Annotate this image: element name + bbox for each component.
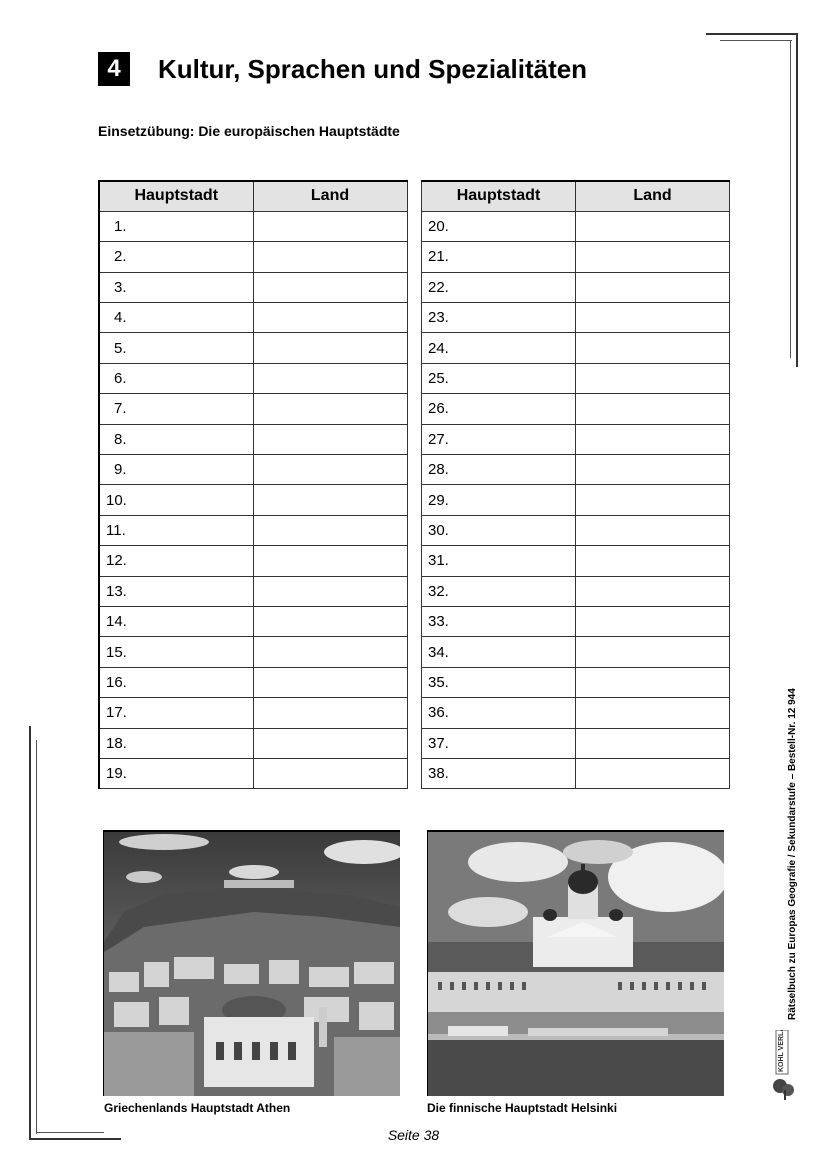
table-row	[99, 333, 407, 363]
table-row	[422, 455, 730, 485]
table-row	[99, 211, 407, 241]
country-cell[interactable]	[576, 211, 730, 241]
frame-line-top-right-v2	[790, 40, 791, 358]
table-row	[99, 424, 407, 454]
capital-cell[interactable]: 30.	[422, 515, 576, 545]
side-order-info: Rätselbuch zu Europas Geografie / Sekundarstufe – Bestell-Nr. 12 944	[787, 688, 798, 1020]
page-number: Seite 38	[387, 1127, 440, 1143]
column-header-country: Land	[253, 181, 407, 211]
table-row	[99, 758, 407, 788]
capital-cell[interactable]: 32.	[422, 576, 576, 606]
table-row	[422, 242, 730, 272]
country-cell[interactable]	[253, 333, 407, 363]
country-cell[interactable]	[253, 394, 407, 424]
frame-line-top-right-h2	[720, 40, 792, 41]
column-header-capital: Hauptstadt	[422, 181, 576, 211]
country-cell[interactable]	[253, 698, 407, 728]
capital-cell[interactable]: 34.	[422, 637, 576, 667]
country-cell[interactable]	[576, 272, 730, 302]
table-header-row	[99, 181, 407, 211]
table-row	[99, 455, 407, 485]
capital-cell[interactable]: 20.	[422, 211, 576, 241]
capital-cell[interactable]: 36.	[422, 698, 576, 728]
country-cell[interactable]	[253, 728, 407, 758]
country-cell[interactable]	[576, 606, 730, 636]
capital-cell[interactable]: 13.	[99, 576, 253, 606]
capital-cell[interactable]: 18.	[99, 728, 253, 758]
capital-cell[interactable]: 6.	[99, 363, 253, 393]
capital-cell[interactable]: 37.	[422, 728, 576, 758]
capital-cell[interactable]: 26.	[422, 394, 576, 424]
table-row	[99, 546, 407, 576]
capital-cell[interactable]: 35.	[422, 667, 576, 697]
table-row	[99, 242, 407, 272]
country-cell[interactable]	[576, 728, 730, 758]
country-cell[interactable]	[253, 667, 407, 697]
table-row	[99, 363, 407, 393]
capital-cell[interactable]: 19.	[99, 758, 253, 788]
publisher-logo-text: KOHL VERLAG	[778, 1030, 785, 1072]
table-row	[422, 698, 730, 728]
capital-cell[interactable]: 21.	[422, 242, 576, 272]
capital-cell[interactable]: 7.	[99, 394, 253, 424]
frame-line-top-right-h1	[706, 33, 798, 35]
capital-cell[interactable]: 8.	[99, 424, 253, 454]
capital-cell[interactable]: 4.	[99, 303, 253, 333]
country-cell[interactable]	[253, 576, 407, 606]
photo-caption-athens: Griechenlands Hauptstadt Athen	[104, 1101, 291, 1115]
country-cell[interactable]	[253, 637, 407, 667]
capital-cell[interactable]: 23.	[422, 303, 576, 333]
table-row	[99, 667, 407, 697]
capital-cell[interactable]: 12.	[99, 546, 253, 576]
table-row	[422, 576, 730, 606]
capital-cell[interactable]: 3.	[99, 272, 253, 302]
country-cell[interactable]	[576, 363, 730, 393]
table-row	[422, 363, 730, 393]
table-row	[422, 758, 730, 788]
capital-cell[interactable]: 11.	[99, 515, 253, 545]
capital-cell[interactable]: 31.	[422, 546, 576, 576]
capitals-table-left	[98, 180, 408, 789]
country-cell[interactable]	[576, 758, 730, 788]
country-cell[interactable]	[253, 211, 407, 241]
frame-line-bottom-left-v1	[29, 726, 31, 1140]
capital-cell[interactable]: 16.	[99, 667, 253, 697]
capital-cell[interactable]: 10.	[99, 485, 253, 515]
table-row	[422, 333, 730, 363]
country-cell[interactable]	[576, 576, 730, 606]
table-row	[422, 272, 730, 302]
country-cell[interactable]	[576, 424, 730, 454]
table-row	[99, 303, 407, 333]
country-cell[interactable]	[253, 606, 407, 636]
table-row	[422, 637, 730, 667]
table-row	[422, 424, 730, 454]
capital-cell[interactable]: 38.	[422, 758, 576, 788]
country-cell[interactable]	[576, 667, 730, 697]
table-row	[99, 515, 407, 545]
country-cell[interactable]	[253, 272, 407, 302]
table-header-row	[422, 181, 730, 211]
frame-line-bottom-left-v2	[36, 740, 37, 1134]
table-row	[422, 546, 730, 576]
table-row	[422, 394, 730, 424]
country-cell[interactable]	[576, 303, 730, 333]
publisher-logo	[770, 1030, 800, 1102]
country-cell[interactable]	[253, 424, 407, 454]
capital-cell[interactable]: 2.	[99, 242, 253, 272]
capital-cell[interactable]: 28.	[422, 455, 576, 485]
column-header-capital: Hauptstadt	[99, 181, 253, 211]
capital-cell[interactable]: 25.	[422, 363, 576, 393]
photo-helsinki	[427, 830, 724, 1096]
chapter-number: 4	[98, 52, 130, 86]
country-cell[interactable]	[576, 515, 730, 545]
photo-caption-helsinki: Die finnische Hauptstadt Helsinki	[427, 1101, 618, 1115]
capital-cell[interactable]: 15.	[99, 637, 253, 667]
page-title: Kultur, Sprachen und Spezialitäten	[158, 54, 588, 84]
capital-cell[interactable]: 5.	[99, 333, 253, 363]
capital-cell[interactable]: 33.	[422, 606, 576, 636]
country-cell[interactable]	[576, 333, 730, 363]
capital-cell[interactable]: 22.	[422, 272, 576, 302]
country-cell[interactable]	[576, 546, 730, 576]
country-cell[interactable]	[576, 242, 730, 272]
table-row	[422, 667, 730, 697]
country-cell[interactable]	[576, 394, 730, 424]
country-cell[interactable]	[576, 637, 730, 667]
country-cell[interactable]	[576, 485, 730, 515]
table-row	[99, 728, 407, 758]
table-row	[99, 485, 407, 515]
table-row	[99, 637, 407, 667]
country-cell[interactable]	[253, 546, 407, 576]
table-row	[422, 515, 730, 545]
country-cell[interactable]	[576, 698, 730, 728]
capital-cell[interactable]: 17.	[99, 698, 253, 728]
photo-athens	[103, 830, 400, 1096]
exercise-title: Einsetzübung: Die europäischen Hauptstädte	[98, 123, 400, 139]
table-row	[99, 606, 407, 636]
country-cell[interactable]	[253, 485, 407, 515]
table-row	[422, 606, 730, 636]
country-cell[interactable]	[253, 515, 407, 545]
capitals-table-right	[421, 180, 730, 789]
country-cell[interactable]	[253, 303, 407, 333]
capital-cell[interactable]: 14.	[99, 606, 253, 636]
table-row	[99, 272, 407, 302]
table-row	[422, 728, 730, 758]
country-cell[interactable]	[253, 242, 407, 272]
country-cell[interactable]	[253, 363, 407, 393]
table-row	[422, 211, 730, 241]
table-row	[99, 576, 407, 606]
table-row	[422, 485, 730, 515]
capital-cell[interactable]: 29.	[422, 485, 576, 515]
table-row	[99, 394, 407, 424]
capital-cell[interactable]: 24.	[422, 333, 576, 363]
frame-line-top-right-v1	[796, 33, 798, 367]
table-row	[422, 303, 730, 333]
column-header-country: Land	[576, 181, 730, 211]
capital-cell[interactable]: 1.	[99, 211, 253, 241]
country-cell[interactable]	[253, 758, 407, 788]
country-cell[interactable]	[576, 455, 730, 485]
table-row	[99, 698, 407, 728]
capital-cell[interactable]: 27.	[422, 424, 576, 454]
capital-cell[interactable]: 9.	[99, 455, 253, 485]
country-cell[interactable]	[253, 455, 407, 485]
